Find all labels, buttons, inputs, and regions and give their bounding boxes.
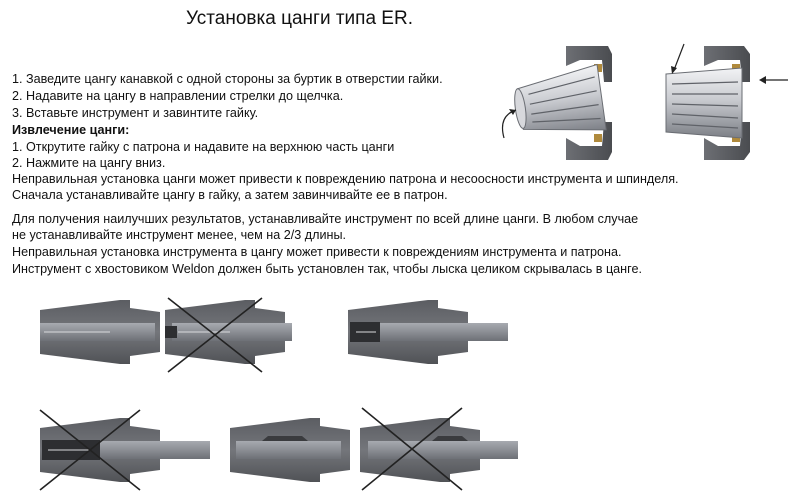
warning-weldon: Инструмент с хвостовиком Weldon должен быть установлен так, чтобы лыска целиком скрывалась в цанге.: [12, 262, 642, 276]
install-step-1: 1. Заведите цангу канавкой с одной стороны за буртик в отверстии гайки.: [12, 72, 443, 86]
diagram-through-correct: [348, 300, 508, 364]
diagram-weldon-correct: [230, 418, 350, 482]
diagram-weldon-wrong: [360, 408, 518, 490]
warning-full-length: Для получения наилучших результатов, устанавливайте инструмент по всей длине цанги. В любом случае: [12, 212, 639, 226]
removal-heading: Извлечение цанги:: [12, 123, 130, 137]
removal-step-1: 1. Открутите гайку с патрона и надавите на верхнюю часть цанги: [12, 140, 395, 154]
collet-seated: [666, 68, 742, 138]
diagram-full-depth-correct: [40, 300, 160, 364]
diagram-insufficient-depth-wrong: [165, 298, 292, 372]
arrow-down-icon: [674, 44, 684, 70]
install-step-3: 3. Вставьте инструмент и завинтите гайку.: [12, 106, 259, 120]
tool-insertion-diagrams: [0, 290, 793, 500]
warning-collet-damage: Неправильная установка цанги может привести к повреждению патрона и несоосности инструмента и шпинделя.: [12, 172, 679, 186]
collet-insertion-illustration: [480, 38, 790, 168]
page-title: Установка цанги типа ER.: [186, 8, 413, 29]
warning-tool-damage: Неправильная установка инструмента в цангу может привести к повреждениям инструмента и патрона.: [12, 245, 622, 259]
install-step-2: 2. Надавите на цангу в направлении стрелки до щелчка.: [12, 89, 344, 103]
warning-collet-order: Сначала устанавливайте цангу в гайку, а затем завинчивайте ее в патрон.: [12, 188, 448, 202]
diagram-short-insertion-wrong: [40, 410, 210, 490]
collet-tilted: [511, 64, 606, 141]
curved-arrow-icon: [503, 110, 517, 138]
warning-two-thirds: не устанавливайте инструмент менее, чем на 2/3 длины.: [12, 228, 347, 242]
removal-step-2: 2. Нажмите на цангу вниз.: [12, 156, 166, 170]
